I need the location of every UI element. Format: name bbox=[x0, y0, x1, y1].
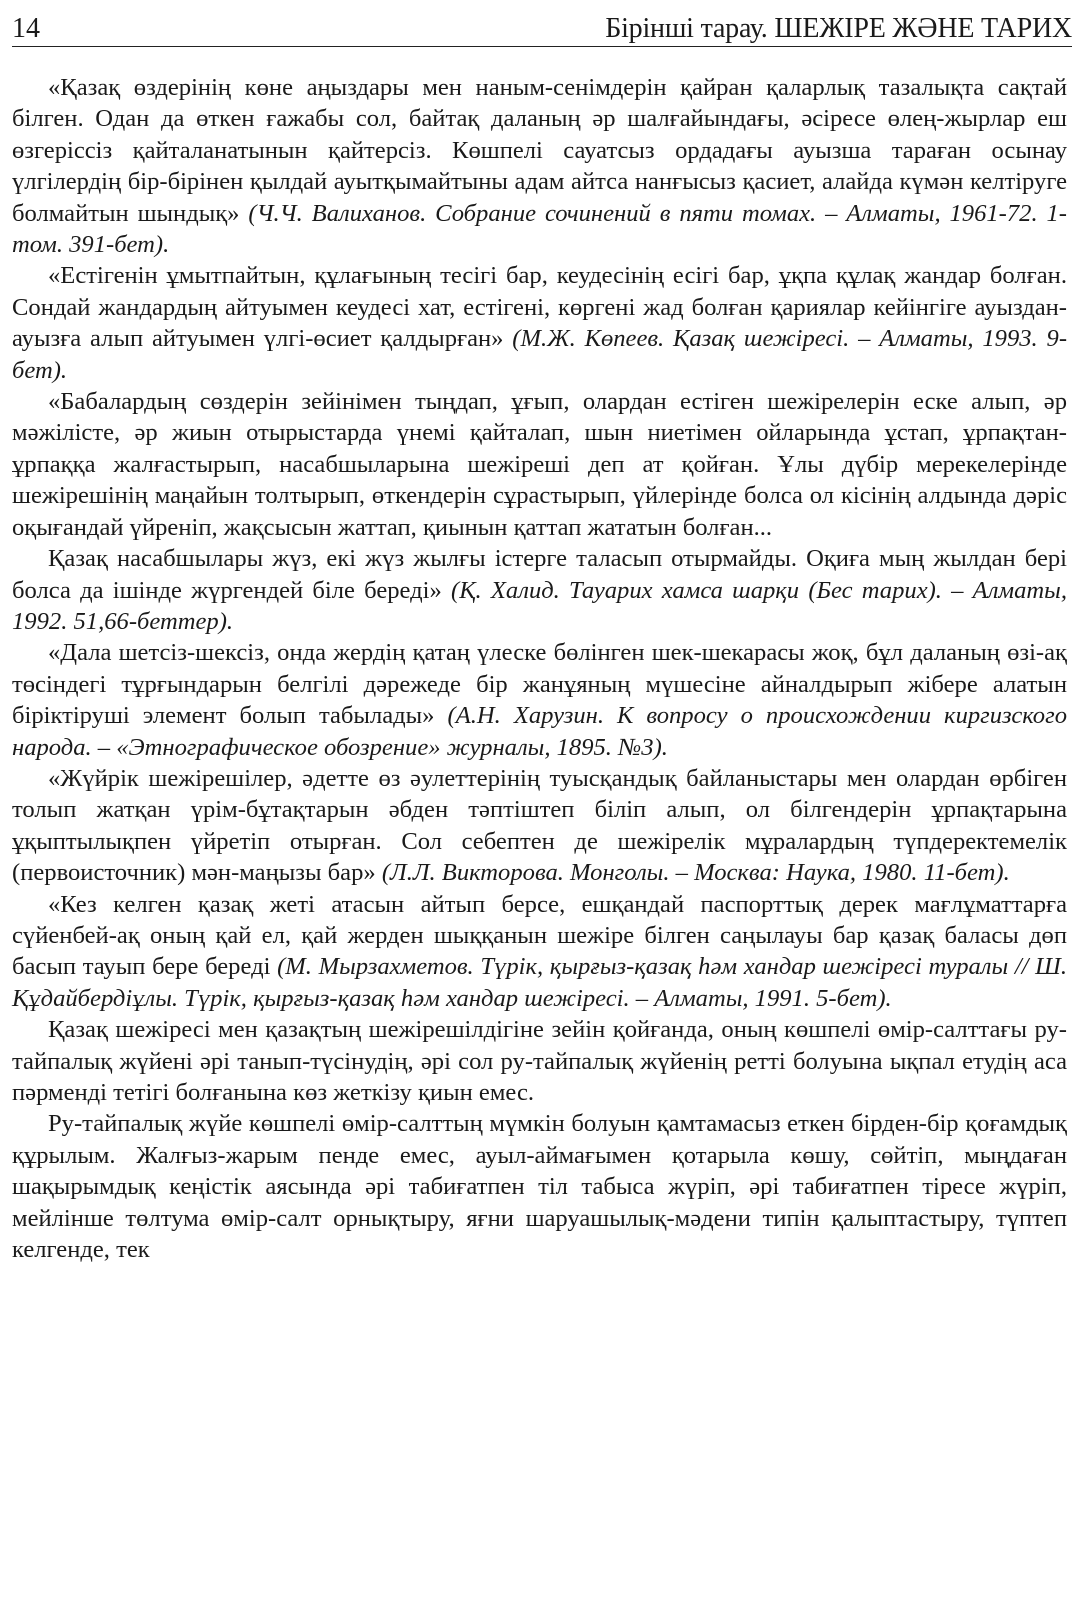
citation: (М.Ж. Көпеев. Қазақ шежіресі. – Алматы, 1993. 9-бет). bbox=[12, 325, 1068, 384]
paragraph-1 bbox=[12, 72, 1067, 260]
running-title: Бірінші тарау. ШЕЖІРЕ ЖӘНЕ ТАРИХ bbox=[605, 13, 1072, 44]
quote-text: «Жүйрік шежірешілер, әдетте өз әулеттерінің туысқандық байланыстары мен олардан өрбіген толып жатқан үрім-бұтақтарын әбден тәптіштеп біліп алып, ол білгендерін ұрпақтарына ұқыптылықпен үйретіп отырған. Сол себептен де шежірелік мұралардың түпдеректемелік (первоисточник) мән-маңызы бар» bbox=[12, 764, 1067, 887]
citation: (А.Н. Харузин. К вопросу о происхождении киргизского народа. – «Этнографическое обозрение» журналы, 1895. №3). bbox=[12, 702, 1067, 761]
paragraph-3 bbox=[12, 386, 1067, 543]
body-paragraph-text: Ру-тайпалық жүйе көшпелі өмір-салттың мүмкін болуын қамтамасыз еткен бірден-бір қоғамдық құрылым. Жалғыз-жарым пенде емес, ауыл-аймағымен қотарыла көшу, сөйтіп, мыңдаған шақырымдық кеңістік аясында әрі табиғатпен тіл табыса жүріп, әрі табиғатпен тіресе жүріп, мейлінше төлтума өмір-салт орнықтыру, яғни шаруашылық-мәдени типін қалыптастыру, түптеп келгенде, тек bbox=[12, 1110, 1067, 1264]
running-header bbox=[12, 6, 1072, 47]
quote-text: «Дала шетсіз-шексіз, онда жердің қатаң үлеске бөлінген шек-шекарасы жоқ, бұл даланың өзі-ақ төсіндегі тұрғындарын белгілі дәрежеде бір жанұяның мүшесіне айналдырып жібере алатын біріктіруші элемент болып табылады» bbox=[12, 639, 1067, 730]
paragraph-7 bbox=[12, 889, 1067, 1015]
quote-text: «Қазақ өздерінің көне аңыздары мен наным-сенімдерін қайран қаларлық тазалықта сақтай білген. Одан да өткен ғажабы сол, байтақ даланың әр шалғайындағы, әсіресе өлең-жырлар еш өзгеріссіз қайталанатынын қайтерсіз. Көшпелі сауатсыз ордадағы ауызша тараған осынау үлгілердің бір-бірінен қылдай ауытқымайтыны адам айтса нанғысыз қасиет, алайда күмән келтіруге болмайтын шындық» bbox=[12, 74, 1067, 227]
quote-text: «Естігенін ұмытпайтын, құлағының тесігі бар, кеудесінің есігі бар, ұқпа құлақ жандар болған. Сондай жандардың айтуымен кеудесі хат, естігені, көргені жад болған қариялар кейінгіге ауыздан-ауызға алып айтуымен үлгі-өсиет қалдырған» bbox=[12, 262, 1067, 353]
paragraph-4 bbox=[12, 543, 1067, 637]
page-number: 14 bbox=[12, 13, 40, 44]
citation: (Л.Л. Викторова. Монголы. – Москва: Наука, 1980. 11-бет). bbox=[381, 859, 1010, 887]
body-text bbox=[12, 72, 1067, 1265]
quote-text: «Кез келген қазақ жеті атасын айтып берсе, ешқандай паспорттық дерек мағлұматтарға сүйенбей-ақ оның қай ел, қай жерден шыққанын шежіре білген саңылауы бар қазақ баласы дөп басып тауып бере береді bbox=[12, 890, 1067, 981]
body-paragraph-text: Қазақ шежіресі мен қазақтың шежірешілдігіне зейін қойғанда, оның көшпелі өмір-салттағы ру-тайпалық жүйені әрі танып-түсінудің, әрі сол ру-тайпалық жүйенің ретті болуына ықпал етудің аса пәрменді тетігі болғанына көз жеткізу қиын емес. bbox=[12, 1016, 1067, 1106]
citation: (М. Мырзахметов. Түрік, қырғыз-қазақ һәм хандар шежіресі туралы // Ш. Құдайбердіұлы. Түрік, қырғыз-қазақ һәм хандар шежіресі. – Алматы, 1991. 5-бет). bbox=[12, 953, 1067, 1012]
paragraph-6 bbox=[12, 763, 1067, 889]
paragraph-2 bbox=[12, 260, 1067, 386]
paragraph-8 bbox=[12, 1014, 1067, 1108]
citation: (Ч.Ч. Валиханов. Собрание сочинений в пяти томах. – Алматы, 1961-72. 1-том. 391-бет). bbox=[12, 199, 1067, 259]
citation: (Қ. Халид. Тауарих хамса шарқи (Бес тарих). – Алматы, 1992. 51,66-беттер). bbox=[12, 576, 1067, 635]
quote-text: Қазақ насабшылары жүз, екі жүз жылғы істерге таласып отырмайды. Оқиға мың жылдан бері болса да ішінде жүргендей біле береді» bbox=[12, 545, 1067, 604]
paragraph-9 bbox=[12, 1108, 1067, 1265]
paragraph-5 bbox=[12, 637, 1067, 763]
quote-text: «Бабалардың сөздерін зейінімен тыңдап, ұғып, олардан естіген шежірелерін еске алып, әр мәжілісте, әр жиын отырыстарда үнемі қайталап, шын ниетімен ойларында ұстап, ұрпақтан-ұрпаққа жалғастырып, насабшыларына шежіреші деп ат қойған. Ұлы дүбір мерекелерінде шежірешінің маңайын толтырып, өткендерін сұрастырып, үйлерінде болса ол кісінің алдында дәріс оқығандай үйреніп, жақсысын жаттап, қиынын қаттап жататын болған... bbox=[12, 388, 1067, 541]
